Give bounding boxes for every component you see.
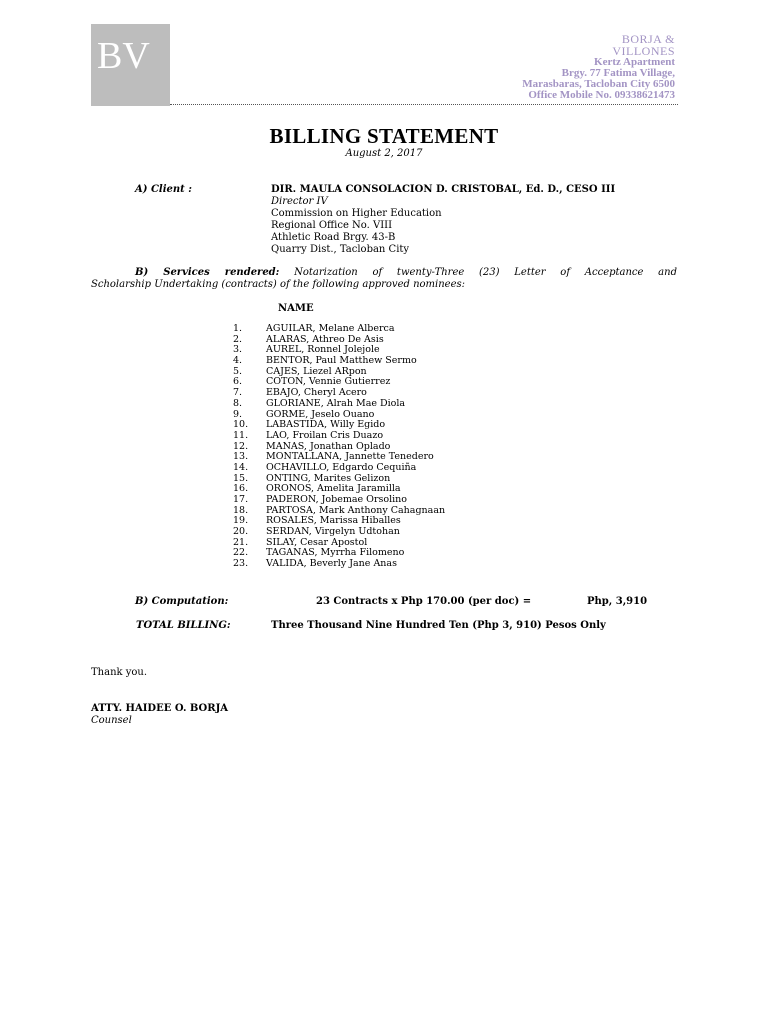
firm-address-line: Brgy. 77 Fatima Village,: [561, 67, 675, 79]
services-label: B) Services rendered:: [135, 267, 280, 278]
signatory-title: Counsel: [91, 715, 132, 726]
nominee-name: GORME, Jeselo Ouano: [266, 408, 375, 420]
letterhead-divider: [170, 104, 678, 105]
svg-text:BV: BV: [97, 35, 150, 77]
nominee-name: ORONOS, Amelita Jaramilla: [266, 483, 401, 495]
nominee-name: GLORIANE, Alrah Mae Diola: [266, 397, 406, 409]
nominee-number: 19.: [233, 515, 249, 527]
computation-formula: 23 Contracts x Php 170.00 (per doc) =: [316, 596, 532, 607]
firm-address-line: Office Mobile No. 09338621473: [528, 89, 675, 101]
nominee-number: 18.: [233, 504, 249, 516]
nominee-number: 6.: [233, 376, 243, 388]
nominee-name: LAO, Froilan Cris Duazo: [266, 429, 384, 441]
nominee-name: ROSALES, Marissa Hiballes: [266, 515, 401, 527]
nominee-number: 10.: [233, 419, 249, 431]
nominee-number: 2.: [233, 333, 243, 345]
document-title: BILLING STATEMENT: [269, 124, 499, 148]
nominee-number: 16.: [233, 483, 249, 495]
nominee-name: CAJES, Liezel ARpon: [266, 365, 367, 377]
list-item: [233, 559, 445, 570]
nominee-name: PADERON, Jobemae Orsolino: [266, 494, 408, 505]
firm-logo: [91, 24, 170, 106]
client-office-line: Athletic Road Brgy. 43-B: [271, 232, 396, 243]
nominee-name: MONTALLANA, Jannette Tenedero: [266, 451, 434, 463]
firm-address-line: Kertz Apartment: [594, 56, 675, 68]
nominee-number: 13.: [233, 451, 249, 463]
nominee-name: PARTOSA, Mark Anthony Cahagnaan: [266, 504, 446, 516]
nominee-number: 12.: [233, 440, 249, 452]
services-paragraph: [91, 267, 677, 291]
firm-name-line2: VILLONES: [612, 44, 675, 58]
nominee-name: SILAY, Cesar Apostol: [266, 536, 368, 548]
nominee-name: MANAS, Jonathan Oplado: [266, 440, 391, 452]
nominee-number: 8.: [233, 397, 243, 409]
nominee-name: ALARAS, Athreo De Asis: [266, 333, 384, 345]
client-office-line: Commission on Higher Education: [271, 208, 442, 219]
nominee-number: 4.: [233, 355, 243, 367]
nominee-name: LABASTIDA, Willy Egido: [266, 419, 386, 431]
nominee-number: 21.: [233, 536, 249, 548]
firm-address-block: [522, 33, 675, 101]
nominee-name: TAGANAS, Myrrha Filomeno: [266, 547, 405, 559]
nominee-number: 23.: [233, 558, 249, 570]
client-position: Director IV: [271, 196, 328, 207]
nominees-list: [233, 324, 445, 570]
services-text-line1: Notarization of twenty-Three (23) Letter of Acceptance and: [294, 267, 677, 278]
closing-text: Thank you.: [91, 667, 148, 678]
nominee-number: 11.: [233, 429, 249, 441]
nominee-number: 5.: [233, 365, 243, 377]
computation-result: Php, 3,910: [587, 596, 648, 607]
client-office-line: Quarry Dist., Tacloban City: [271, 244, 410, 255]
nominee-name: EBAJO, Cheryl Acero: [266, 387, 367, 399]
nominee-name: AUREL, Ronnel Jolejole: [266, 344, 380, 356]
nominee-name: COTON, Vennie Gutierrez: [266, 376, 391, 388]
client-name: DIR. MAULA CONSOLACION D. CRISTOBAL, Ed. D., CESO III: [271, 184, 616, 195]
nominee-number: 14.: [233, 461, 249, 473]
nominee-name: SERDAN, Virgelyn Udtohan: [266, 526, 400, 538]
nominee-number: 3.: [233, 344, 243, 356]
signatory-name: ATTY. HAIDEE O. BORJA: [91, 703, 229, 714]
logo-monogram: [91, 24, 170, 106]
firm-name-line1: BORJA &: [621, 32, 675, 46]
names-header: NAME: [278, 303, 314, 314]
nominee-name: ONTING, Marites Gelizon: [266, 472, 391, 484]
nominee-number: 9.: [233, 408, 243, 420]
nominee-number: 17.: [233, 494, 249, 505]
list-item: [233, 431, 445, 442]
nominee-number: 7.: [233, 387, 243, 399]
nominee-name: BENTOR, Paul Matthew Sermo: [266, 355, 417, 367]
list-item: [233, 399, 445, 410]
client-label: A) Client :: [135, 184, 192, 195]
nominee-number: 15.: [233, 472, 249, 484]
nominee-number: 20.: [233, 526, 249, 538]
document-date: August 2, 2017: [345, 148, 423, 159]
nominee-name: AGUILAR, Melane Alberca: [266, 323, 395, 334]
nominee-number: 1.: [233, 323, 243, 334]
services-text-line2: Scholarship Undertaking (contracts) of the following approved nominees:: [91, 279, 465, 290]
total-billing-text: Three Thousand Nine Hundred Ten (Php 3, 910) Pesos Only: [271, 620, 606, 631]
services-line1: [91, 267, 677, 279]
client-office-line: Regional Office No. VIII: [271, 220, 393, 231]
nominee-name: VALIDA, Beverly Jane Anas: [266, 558, 397, 570]
client-details: [271, 196, 442, 256]
nominee-number: 22.: [233, 547, 249, 559]
nominee-name: OCHAVILLO, Edgardo Cequiña: [266, 461, 417, 473]
total-billing-label: TOTAL BILLING:: [136, 620, 231, 631]
firm-address-line: Marasbaras, Tacloban City 6500: [522, 78, 675, 90]
computation-label: B) Computation:: [135, 596, 229, 607]
